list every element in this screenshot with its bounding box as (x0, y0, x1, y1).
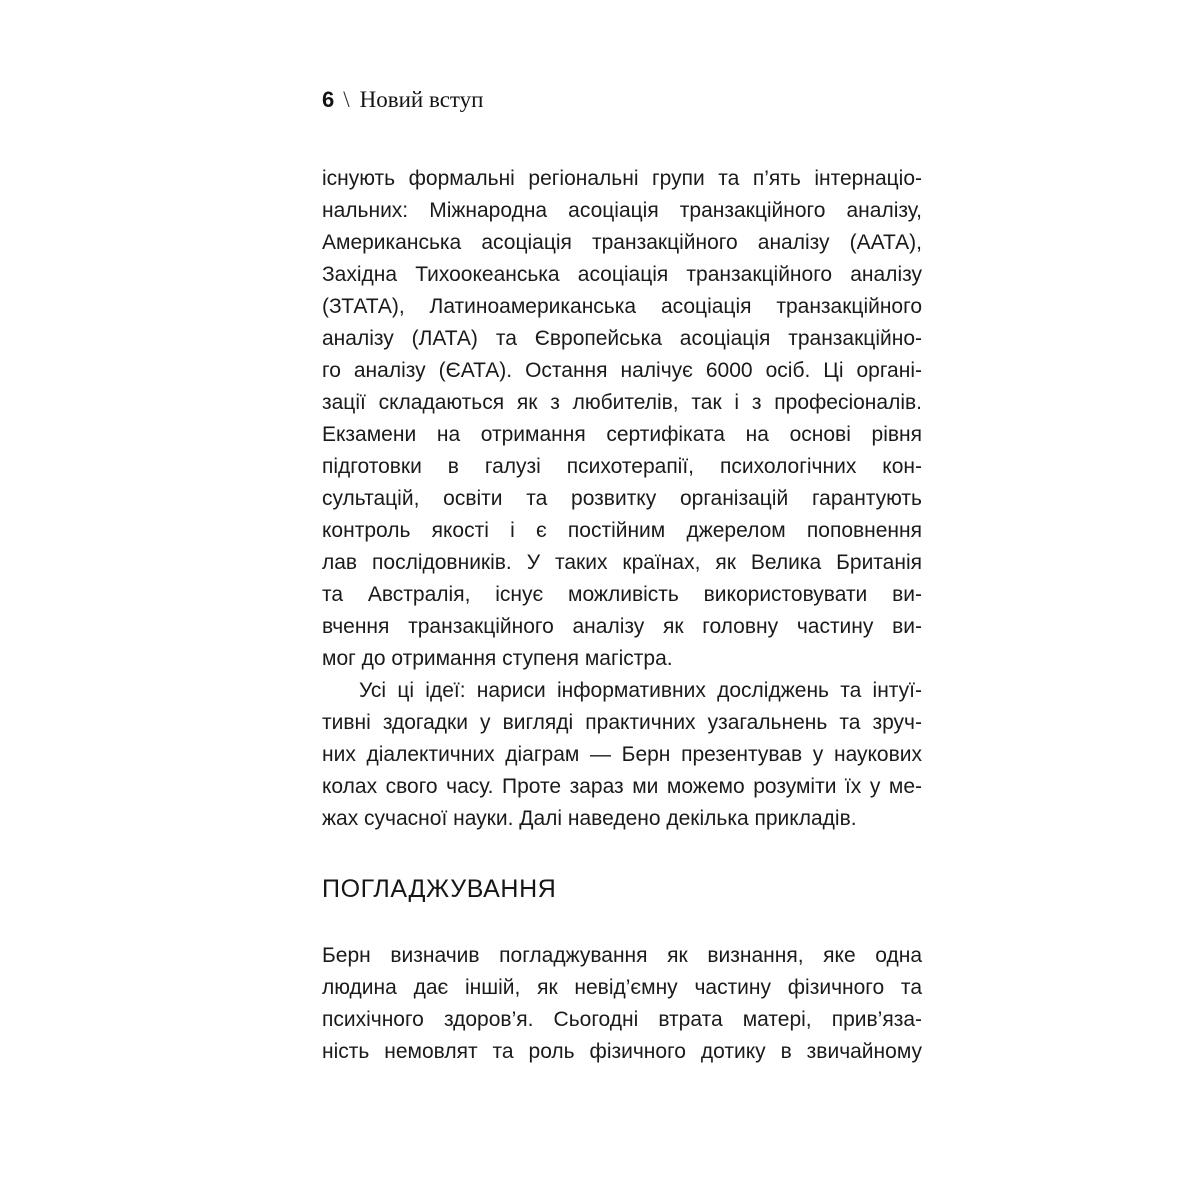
text-line: Американська асоціація транзакційного аналізу (ААТА), (322, 231, 922, 254)
text-line: жах сучасної науки. Далі наведено декілька прикладів. (322, 807, 857, 830)
page-number: 6 (322, 87, 335, 112)
text-line: них діалектичних діаграм — Берн презентував у наукових (322, 743, 922, 766)
content-column (322, 85, 922, 1068)
text-line: лав послідовників. У таких країнах, як Велика Британія (322, 551, 922, 574)
text-line: вчення транзакційного аналізу як головну частину ви- (322, 615, 922, 638)
text-line: Берн визначив погладжування як визнання, яке одна (322, 944, 922, 967)
paragraph (322, 940, 922, 1068)
section-heading: ПОГЛАДЖУВАННЯ (322, 875, 557, 903)
paragraph (322, 163, 922, 675)
text-line: Екзамени на отримання сертифіката на основі рівня (322, 423, 922, 446)
text-line: контроль якості і є постійним джерелом поповнення (322, 519, 922, 542)
paragraph (322, 675, 922, 835)
text-line: сультацій, освіти та розвитку організацій гарантують (322, 487, 922, 510)
text-line: зації складаються як з любителів, так і з професіоналів. (322, 391, 922, 414)
text-line: мог до отримання ступеня магістра. (322, 647, 673, 670)
text-line: колах свого часу. Проте зараз ми можемо розуміти їх у ме- (322, 775, 922, 798)
text-line: нальних: Міжнародна асоціація транзакційного аналізу, (322, 199, 922, 222)
text-line: ність немовлят та роль фізичного дотику в звичайному (322, 1040, 922, 1063)
text-line: (ЗТАТА), Латиноамериканська асоціація транзакційного (322, 295, 922, 318)
text-line: та Австралія, існує можливість використовувати ви- (322, 583, 922, 606)
text-line: аналізу (ЛАТА) та Європейська асоціація транзакційно- (322, 327, 922, 350)
text-line: психічного здоров’я. Сьогодні втрата матері, прив’яза- (322, 1008, 922, 1031)
running-header (322, 85, 922, 115)
text-line: тивні здогадки у вигляді практичних узагальнень та зруч- (322, 711, 922, 734)
text-line: го аналізу (ЄАТА). Остання налічує 6000 осіб. Ці органі- (322, 359, 922, 382)
text-line: підготовки в галузі психотерапії, психологічних кон- (322, 455, 922, 478)
text-line: існують формальні регіональні групи та п’ять інтернаціо- (322, 167, 922, 190)
text-line: людина дає іншій, як невід’ємну частину фізичного та (322, 976, 922, 999)
text-line: Усі ці ідеї: нариси інформативних досліджень та інтуї- (359, 679, 922, 702)
text-line: Західна Тихоокеанська асоціація транзакційного аналізу (322, 263, 922, 286)
chapter-title: Новий вступ (359, 87, 484, 112)
header-separator: \ (343, 87, 350, 112)
body-text (322, 163, 922, 1068)
